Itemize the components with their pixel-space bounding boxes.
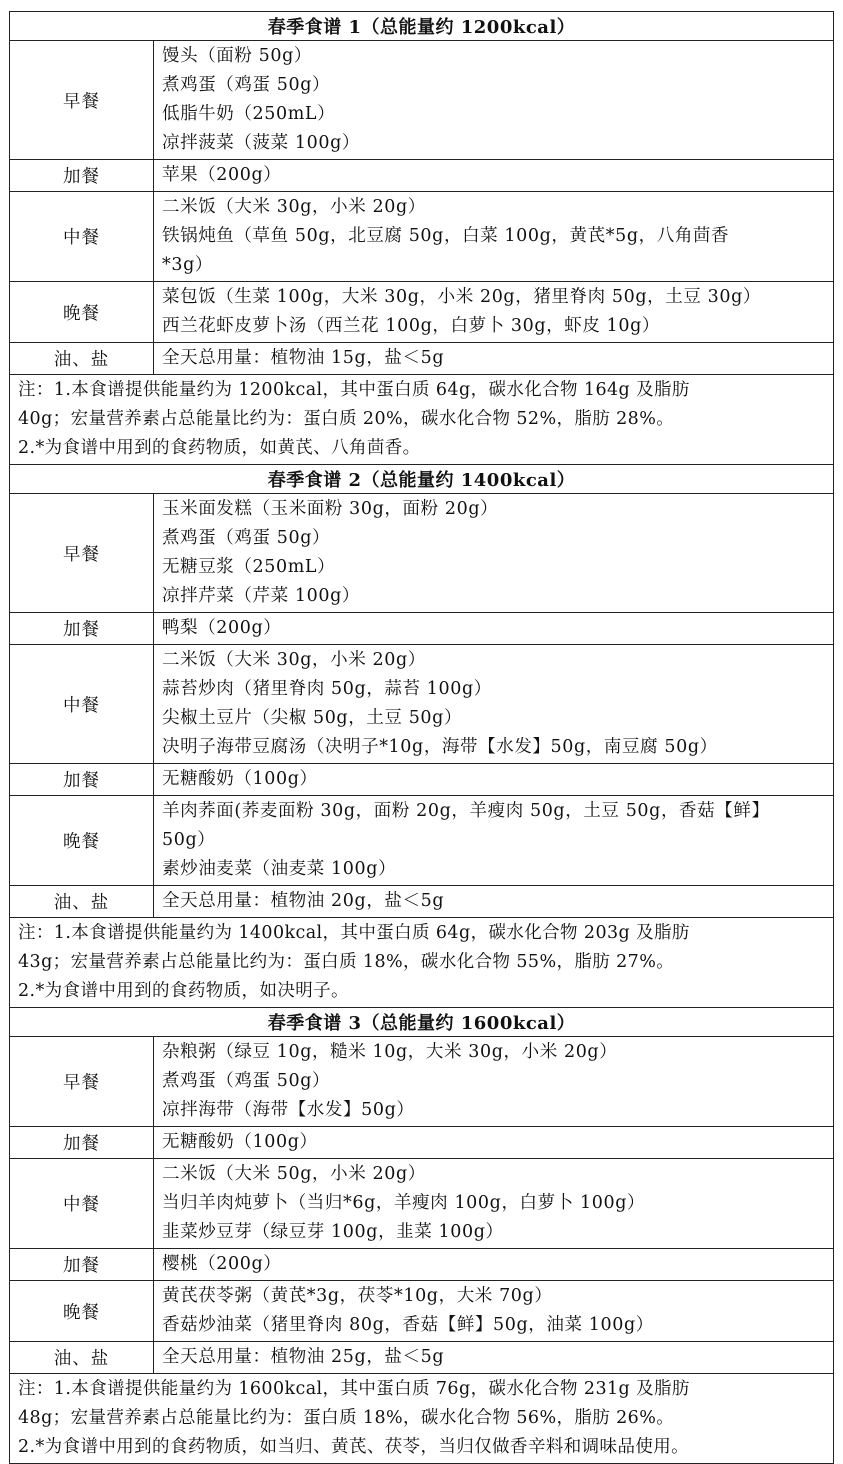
meal-items — [154, 1159, 834, 1249]
note-line: 2.*为食谱中用到的食药物质，如当归、黄芪、茯苓，当归仅做香辛料和调味品使用。 — [18, 1437, 690, 1457]
meal-item-line: 羊肉荞面(荞麦面粉 30g，面粉 20g，羊瘦肉 50g，土豆 50g，香菇【鲜】 — [162, 801, 770, 821]
meal-row — [10, 1127, 834, 1159]
meal-row — [10, 343, 834, 375]
menu-title: 春季食谱 3（总能量约 1600kcal） — [10, 1008, 834, 1037]
meal-item-line: 无糖酸奶（100g） — [162, 1132, 318, 1152]
meal-name: 加餐 — [10, 764, 154, 796]
meal-row — [10, 494, 834, 613]
meal-name: 中餐 — [10, 192, 154, 282]
meal-items — [154, 343, 834, 375]
meal-item-line: 50g） — [162, 830, 216, 850]
meal-items — [154, 1249, 834, 1281]
meal-item-line: 全天总用量：植物油 20g，盐＜5g — [162, 891, 445, 911]
menu-note — [10, 1374, 834, 1464]
meal-item-line: 二米饭（大米 30g，小米 20g） — [162, 197, 426, 217]
meal-item-line: 无糖酸奶（100g） — [162, 769, 318, 789]
meal-item-line: 二米饭（大米 50g，小米 20g） — [162, 1164, 426, 1184]
meal-row — [10, 764, 834, 796]
menu-title-row — [10, 12, 834, 41]
meal-item-line: 香菇炒油菜（猪里脊肉 80g，香菇【鲜】50g，油菜 100g） — [162, 1315, 654, 1335]
meal-name: 晚餐 — [10, 796, 154, 886]
meal-name: 油、盐 — [10, 343, 154, 375]
meal-item-line: *3g） — [162, 255, 213, 275]
meal-item-line: 煮鸡蛋（鸡蛋 50g） — [162, 75, 331, 95]
meal-item-line: 全天总用量：植物油 15g，盐＜5g — [162, 348, 445, 368]
meal-item-line: 蒜苔炒肉（猪里脊肉 50g，蒜苔 100g） — [162, 679, 492, 699]
meal-name: 晚餐 — [10, 1281, 154, 1342]
meal-item-line: 煮鸡蛋（鸡蛋 50g） — [162, 1071, 331, 1091]
meal-row — [10, 645, 834, 764]
menu-table-body — [10, 12, 834, 1464]
meal-items — [154, 1037, 834, 1127]
meal-items — [154, 1127, 834, 1159]
meal-item-line: 无糖豆浆（250mL） — [162, 557, 336, 577]
meal-items — [154, 796, 834, 886]
meal-item-line: 韭菜炒豆芽（绿豆芽 100g，韭菜 100g） — [162, 1222, 504, 1242]
meal-name: 中餐 — [10, 645, 154, 764]
meal-items — [154, 494, 834, 613]
meal-items — [154, 192, 834, 282]
meal-items — [154, 613, 834, 645]
meal-item-line: 凉拌芹菜（芹菜 100g） — [162, 586, 360, 606]
meal-name: 加餐 — [10, 160, 154, 192]
meal-item-line: 凉拌菠菜（菠菜 100g） — [162, 133, 360, 153]
menu-title: 春季食谱 1（总能量约 1200kcal） — [10, 12, 834, 41]
menu-title: 春季食谱 2（总能量约 1400kcal） — [10, 465, 834, 494]
meal-item-line: 全天总用量：植物油 25g，盐＜5g — [162, 1347, 445, 1367]
menu-note — [10, 918, 834, 1008]
meal-row — [10, 41, 834, 160]
meal-name: 早餐 — [10, 41, 154, 160]
meal-item-line: 铁锅炖鱼（草鱼 50g，北豆腐 50g，白菜 100g，黄芪*5g，八角茴香 — [162, 226, 730, 246]
meal-item-line: 素炒油麦菜（油麦菜 100g） — [162, 859, 397, 879]
menu-title-row — [10, 1008, 834, 1037]
note-line: 43g；宏量营养素占总能量比约为：蛋白质 18%，碳水化合物 55%，脂肪 27%。 — [18, 952, 675, 972]
meal-name: 晚餐 — [10, 282, 154, 343]
menu-note-row — [10, 1374, 834, 1464]
meal-items — [154, 764, 834, 796]
meal-item-line: 西兰花虾皮萝卜汤（西兰花 100g，白萝卜 30g，虾皮 10g） — [162, 316, 661, 336]
meal-item-line: 煮鸡蛋（鸡蛋 50g） — [162, 528, 331, 548]
meal-name: 油、盐 — [10, 886, 154, 918]
note-line: 注：1.本食谱提供能量约为 1400kcal，其中蛋白质 64g，碳水化合物 203g 及脂肪 — [18, 923, 690, 943]
meal-name: 早餐 — [10, 1037, 154, 1127]
meal-item-line: 二米饭（大米 30g，小米 20g） — [162, 650, 426, 670]
menu-note-row — [10, 918, 834, 1008]
note-line: 48g；宏量营养素占总能量比约为：蛋白质 18%，碳水化合物 56%，脂肪 26%。 — [18, 1408, 675, 1428]
meal-items — [154, 1342, 834, 1374]
meal-row — [10, 1037, 834, 1127]
meal-item-line: 低脂牛奶（250mL） — [162, 104, 336, 124]
meal-items — [154, 282, 834, 343]
meal-row — [10, 1281, 834, 1342]
meal-item-line: 当归羊肉炖萝卜（当归*6g，羊瘦肉 100g，白萝卜 100g） — [162, 1193, 646, 1213]
note-line: 2.*为食谱中用到的食药物质，如黄芪、八角茴香。 — [18, 438, 421, 458]
meal-name: 加餐 — [10, 613, 154, 645]
note-line: 注：1.本食谱提供能量约为 1200kcal，其中蛋白质 64g，碳水化合物 164g 及脂肪 — [18, 380, 690, 400]
meal-row — [10, 1342, 834, 1374]
meal-item-line: 黄芪茯苓粥（黄芪*3g，茯苓*10g，大米 70g） — [162, 1286, 553, 1306]
meal-items — [154, 645, 834, 764]
meal-item-line: 决明子海带豆腐汤（决明子*10g，海带【水发】50g，南豆腐 50g） — [162, 737, 718, 757]
meal-row — [10, 613, 834, 645]
menu-table — [9, 11, 834, 1464]
meal-name: 中餐 — [10, 1159, 154, 1249]
menu-note-row — [10, 375, 834, 465]
meal-row — [10, 886, 834, 918]
note-line: 40g；宏量营养素占总能量比约为：蛋白质 20%，碳水化合物 52%，脂肪 28%。 — [18, 409, 675, 429]
meal-item-line: 鸭梨（200g） — [162, 618, 282, 638]
meal-item-line: 玉米面发糕（玉米面粉 30g，面粉 20g） — [162, 499, 499, 519]
meal-item-line: 樱桃（200g） — [162, 1254, 282, 1274]
meal-row — [10, 192, 834, 282]
meal-item-line: 馒头（面粉 50g） — [162, 46, 313, 66]
meal-items — [154, 1281, 834, 1342]
note-line: 注：1.本食谱提供能量约为 1600kcal，其中蛋白质 76g，碳水化合物 231g 及脂肪 — [18, 1379, 690, 1399]
meal-items — [154, 160, 834, 192]
note-line: 2.*为食谱中用到的食药物质，如决明子。 — [18, 981, 349, 1001]
meal-name: 早餐 — [10, 494, 154, 613]
meal-row — [10, 160, 834, 192]
meal-item-line: 凉拌海带（海带【水发】50g） — [162, 1100, 415, 1120]
meal-name: 加餐 — [10, 1249, 154, 1281]
meal-name: 加餐 — [10, 1127, 154, 1159]
meal-item-line: 杂粮粥（绿豆 10g，糙米 10g，大米 30g，小米 20g） — [162, 1042, 618, 1062]
menu-title-row — [10, 465, 834, 494]
meal-row — [10, 1249, 834, 1281]
meal-row — [10, 796, 834, 886]
meal-item-line: 尖椒土豆片（尖椒 50g，土豆 50g） — [162, 708, 463, 728]
meal-row — [10, 282, 834, 343]
meal-row — [10, 1159, 834, 1249]
menu-note — [10, 375, 834, 465]
meal-item-line: 菜包饭（生菜 100g，大米 30g，小米 20g，猪里脊肉 50g，土豆 30g） — [162, 287, 761, 307]
meal-name: 油、盐 — [10, 1342, 154, 1374]
meal-items — [154, 41, 834, 160]
meal-item-line: 苹果（200g） — [162, 165, 282, 185]
meal-items — [154, 886, 834, 918]
